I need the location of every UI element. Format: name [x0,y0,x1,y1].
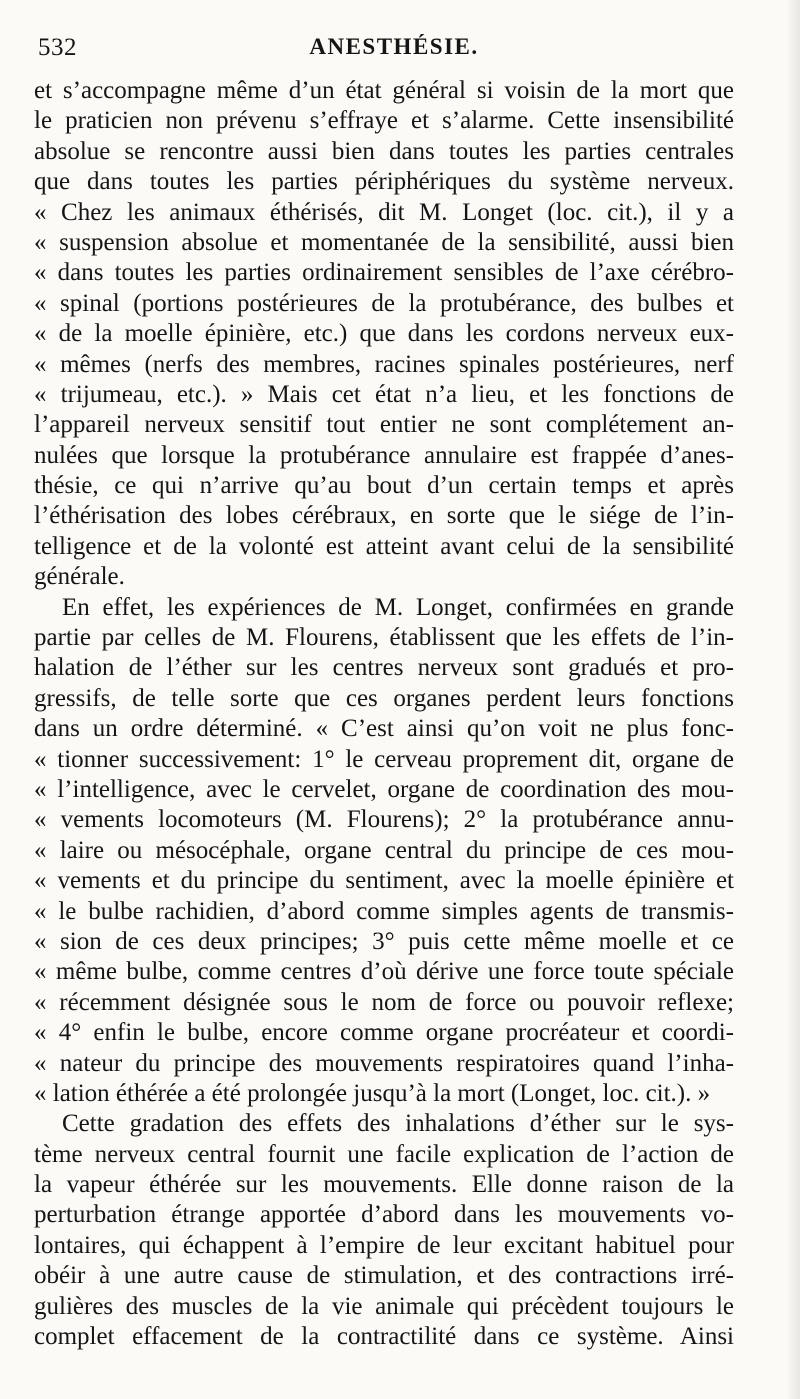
text-line: « de la moelle épinière, etc.) que dans les cordons nerveux eux- [34,320,734,348]
text-line: gulières des muscles de la vie animale qui précèdent toujours le [34,1292,734,1320]
text-line: complet effacement de la contractilité dans ce système. Ainsi [34,1323,734,1351]
running-head [32,30,756,66]
text-line: l’appareil nerveux sensitif tout entier ne sont complétement an- [34,411,734,439]
text-line: dans un ordre déterminé. « C’est ainsi qu’on voit ne plus fonc- [34,715,734,743]
text-line: lontaires, qui échappent à l’empire de leur excitant habituel pour [34,1231,734,1259]
text-line: « même bulbe, comme centres d’où dérive une force toute spéciale [34,958,734,986]
text-line: « vements locomoteurs (M. Flourens); 2° la protubérance annu- [34,806,734,834]
text-line: et s’accompagne même d’un état général si voisin de la mort que [34,77,734,104]
paragraph-start-line: En effet, les expériences de M. Longet, confirmées en grande [62,593,734,621]
text-line: nulées que lorsque la protubérance annulaire est frappée d’anes- [34,441,734,469]
text-line: « sion de ces deux principes; 3° puis cette même moelle et ce [34,927,734,955]
text-line: la vapeur éthérée sur les mouvements. Elle donne raison de la [34,1171,734,1199]
text-line: obéir à une autre cause de stimulation, et des contractions irré- [34,1262,734,1290]
text-line: « dans toutes les parties ordinairement sensibles de l’axe cérébro- [34,259,734,287]
page-number: 532 [38,34,77,61]
running-title: ANESTHÉSIE. [309,34,479,59]
paragraph-end-line: « lation éthérée a été prolongée jusqu’à la mort (Longet, loc. cit.). » [34,1079,711,1107]
text-line: « 4° enfin le bulbe, encore comme organe procréateur et coordi- [34,1019,734,1047]
text-line: que dans toutes les parties périphériques du système nerveux. [34,168,734,196]
text-line: tème nerveux central fournit une facile explication de l’action de [34,1140,734,1168]
text-line: thésie, ce qui n’arrive qu’au bout d’un certain temps et après [34,472,734,500]
text-line: telligence et de la volonté est atteint avant celui de la sensibilité [34,532,734,560]
text-line: « trijumeau, etc.). » Mais cet état n’a lieu, et les fonctions de [34,380,734,408]
text-line: perturbation étrange apportée d’abord dans les mouvements vo- [34,1201,734,1229]
text-line: halation de l’éther sur les centres nerveux sont gradués et pro- [34,654,734,682]
text-line: « mêmes (nerfs des membres, racines spinales postérieures, nerf [34,350,734,378]
text-line: absolue se rencontre aussi bien dans toutes les parties centrales [34,137,734,165]
text-line: « laire ou mésocéphale, organe central du principe de ces mou- [34,836,734,864]
body-text [34,76,734,1352]
text-line: « tionner successivement: 1° le cerveau proprement dit, organe de [34,745,734,773]
text-line: partie par celles de M. Flourens, établissent que les effets de l’in- [34,624,734,652]
page-edge-shadow [786,0,800,1399]
text-line: « l’intelligence, avec le cervelet, organe de coordination des mou- [34,775,734,803]
text-line: « Chez les animaux éthérisés, dit M. Longet (loc. cit.), il y a [34,198,734,226]
text-line: « vements et du principe du sentiment, avec la moelle épinière et [34,867,734,895]
paragraph-start-line: Cette gradation des effets des inhalations d’éther sur le sys- [62,1110,734,1138]
text-line: l’éthérisation des lobes cérébraux, en sorte que le siége de l’in- [34,502,734,530]
text-line: « le bulbe rachidien, d’abord comme simples agents de transmis- [34,897,734,925]
text-line: « nateur du principe des mouvements respiratoires quand l’inha- [34,1049,734,1077]
text-line: le praticien non prévenu s’effraye et s’alarme. Cette insensibilité [34,107,734,135]
text-line: « récemment désignée sous le nom de force ou pouvoir reflexe; [34,988,734,1016]
text-line: « spinal (portions postérieures de la protubérance, des bulbes et [34,289,734,317]
paragraph-end-line: générale. [34,563,125,591]
text-line: « suspension absolue et momentanée de la sensibilité, aussi bien [34,228,734,256]
text-line: gressifs, de telle sorte que ces organes perdent leurs fonctions [34,684,734,712]
